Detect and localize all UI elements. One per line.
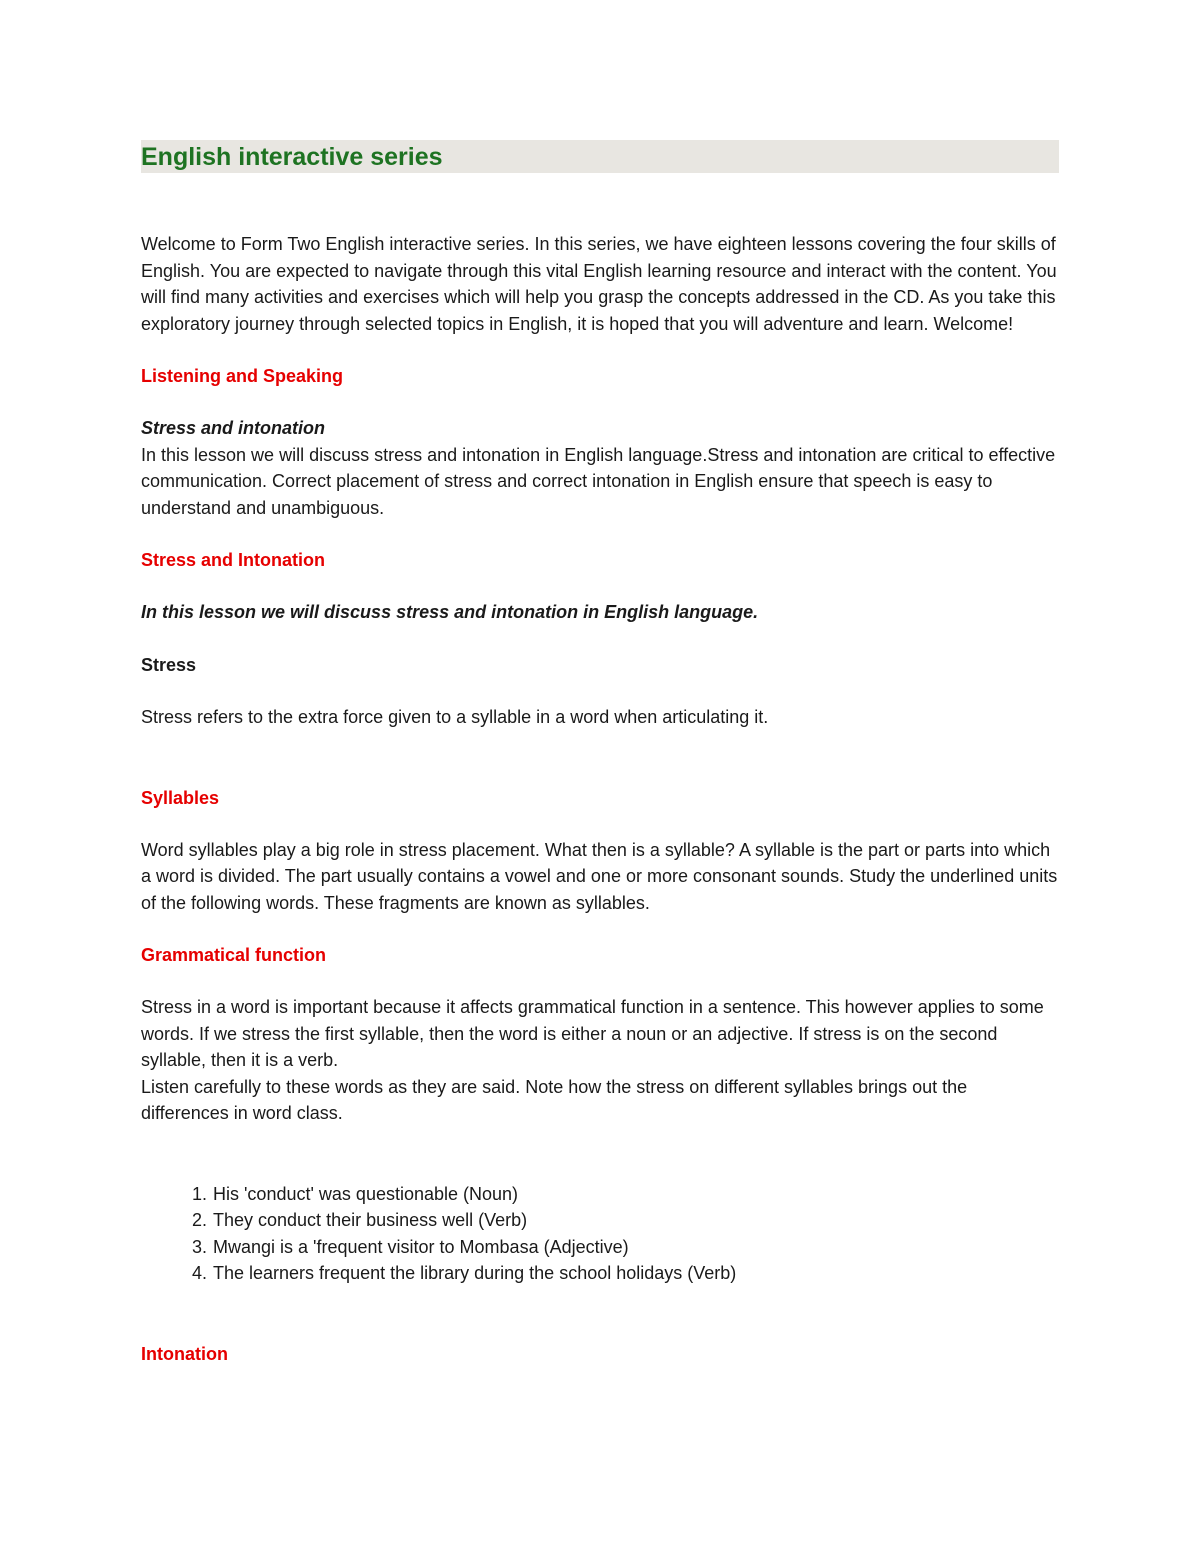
section-heading-listening-speaking: Listening and Speaking (141, 366, 344, 386)
document-page (141, 140, 1059, 1367)
subheading-stress-intonation: Stress and intonation (141, 418, 326, 438)
list-item: 4. The learners frequent the library during the school holidays (Verb) (212, 1260, 1059, 1287)
list-item: 1. His 'conduct' was questionable (Noun) (212, 1181, 1059, 1208)
section-heading-intonation: Intonation (141, 1343, 228, 1364)
section-heading-stress-intonation: Stress and Intonation (141, 550, 326, 570)
intro-paragraph: Welcome to Form Two English interactive series. In this series, we have eighteen lessons covering the four skills of English. You are expected to navigate through this vital English learning resource and interact with the content. You will find many activities and exercises which will help you grasp the concepts addressed in the CD. As you take this exploratory journey through selected topics in English, it is hoped that you will adventure and learn. Welcome! (141, 234, 1057, 334)
lesson-lead-text: In this lesson we will discuss stress and intonation in English language. (141, 602, 759, 622)
grammatical-paragraph-2: Listen carefully to these words as they are said. Note how the stress on different syllables brings out the differences in word class. (141, 1076, 968, 1123)
section-heading-grammatical-function: Grammatical function (141, 945, 327, 965)
document-title: English interactive series (141, 143, 443, 171)
title-band (141, 140, 1059, 173)
section1-paragraph: In this lesson we will discuss stress and intonation in English language.Stress and intonation are critical to effective communication. Correct placement of stress and correct intonation in English ensure that speech is easy to understand and unambiguous. (141, 444, 1056, 518)
stress-heading: Stress (141, 654, 197, 675)
list-item: 3. Mwangi is a 'frequent visitor to Mombasa (Adjective) (212, 1234, 1059, 1261)
list-item: 2. They conduct their business well (Verb) (212, 1207, 1059, 1234)
examples-list (141, 1181, 1059, 1287)
syllables-paragraph: Word syllables play a big role in stress placement. What then is a syllable? A syllable is the part or parts into which a word is divided. The part usually contains a vowel and one or more consonant sounds. Study the underlined units of the following words. These fragments are known as syllables. (141, 839, 1058, 913)
section-heading-syllables: Syllables (141, 787, 220, 808)
grammatical-paragraph-1: Stress in a word is important because it affects grammatical function in a sentence. This however applies to some words. If we stress the first syllable, then the word is either a noun or an adjective. If stress is on the second syllable, then it is a verb. (141, 997, 1044, 1070)
stress-paragraph: Stress refers to the extra force given to a syllable in a word when articulating it. (141, 707, 769, 727)
